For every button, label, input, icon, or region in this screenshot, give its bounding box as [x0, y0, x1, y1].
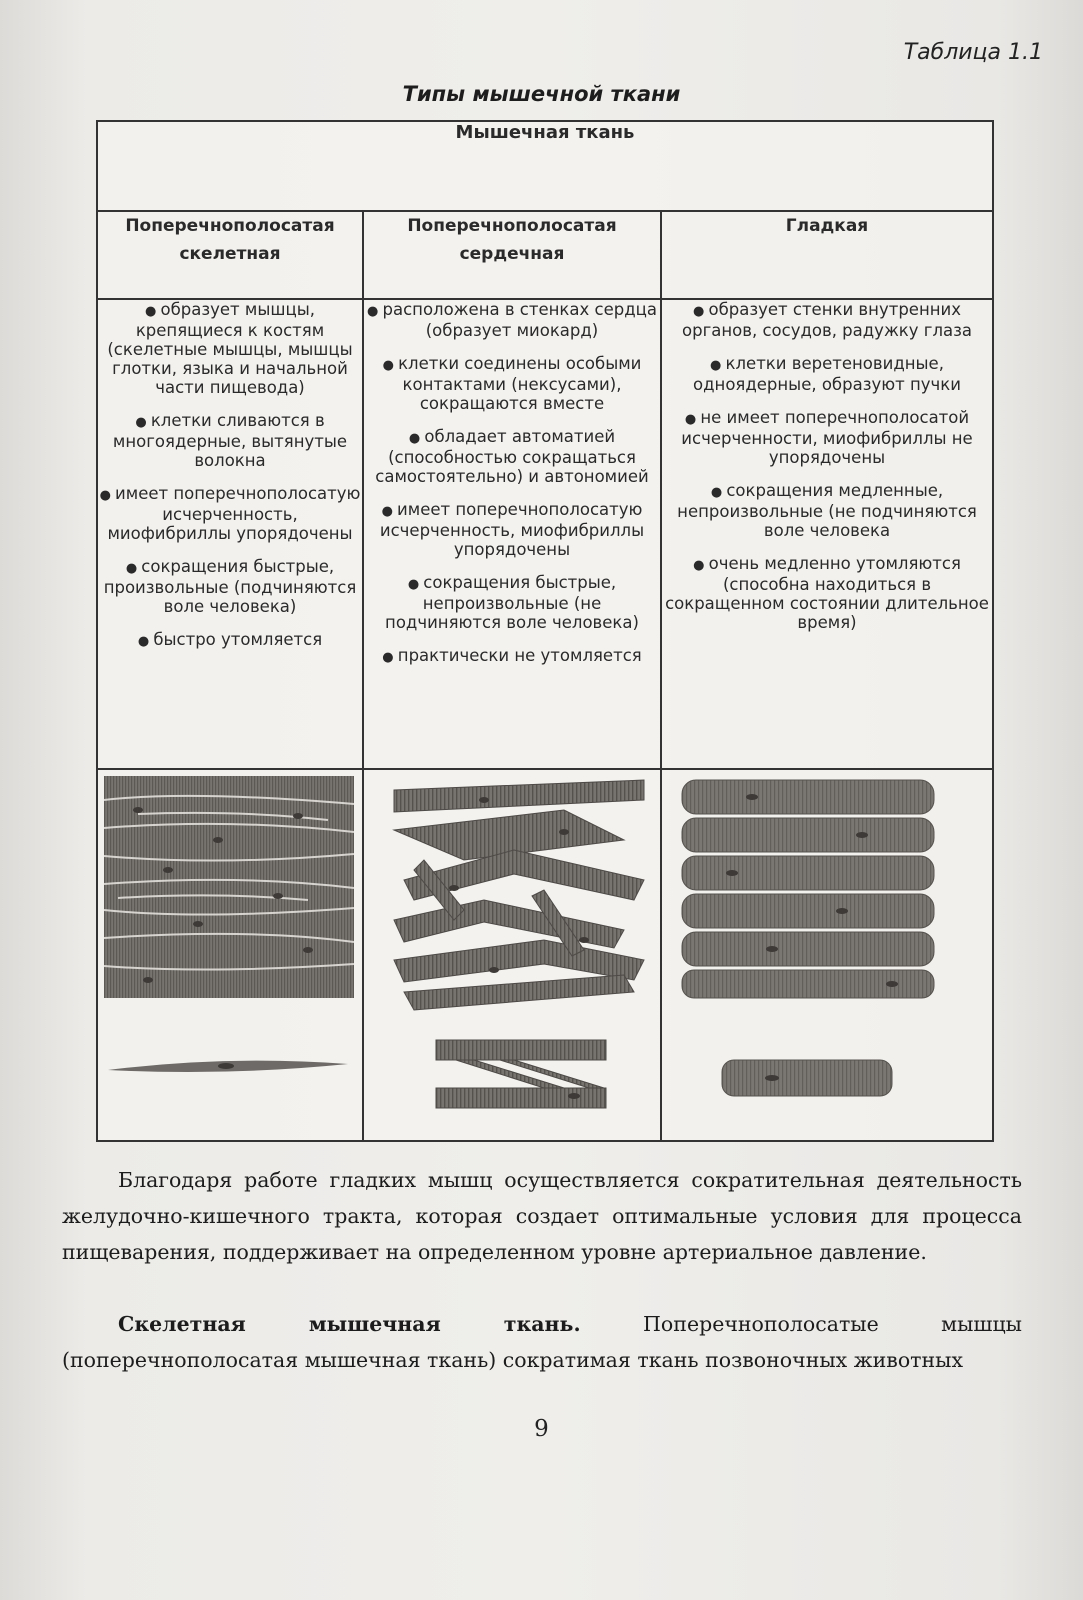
skeletal-muscle-illustration — [98, 770, 360, 1136]
list-item: ● сокращения быстрые, произвольные (подчиняются воле человека) — [98, 557, 362, 616]
table-main-header: Мышечная ткань — [97, 121, 993, 211]
skeletal-image-cell — [97, 769, 363, 1141]
list-item: ● расположена в стенках сердца (образует миокард) — [364, 300, 660, 340]
column-header-smooth: Гладкая — [661, 211, 993, 299]
skeletal-properties-list — [98, 300, 362, 651]
muscle-types-table — [96, 120, 994, 1142]
list-item: ● клетки соединены особыми контактами (нексусами), сокращаются вместе — [364, 354, 660, 413]
smooth-properties-list — [662, 300, 992, 632]
body-paragraph-1: Благодаря работе гладких мышц осуществляется сократительная деятельность желудочно-кишечного тракта, которая создает оптимальные условия для процесса пищеварения, поддерживает на определенном уровне артериальное давление. — [62, 1168, 1022, 1264]
skeletal-properties-cell — [97, 299, 363, 769]
smooth-muscle-illustration — [662, 770, 990, 1136]
list-item: ● практически не утомляется — [364, 646, 660, 667]
list-item: ● образует стенки внутренних органов, сосудов, радужку глаза — [662, 300, 992, 340]
list-item: ● быстро утомляется — [98, 630, 362, 651]
list-item: ● имеет поперечнополосатую исчерченность, миофибриллы упорядочены — [364, 500, 660, 559]
list-item: ● имеет поперечнополосатую исчерченность, миофибриллы упорядочены — [98, 484, 362, 543]
paragraph-lead-bold: Скелетная мышечная ткань. — [118, 1312, 581, 1336]
list-item: ● образует мышцы, крепящиеся к костям (скелетные мышцы, мышцы глотки, языка и начальной части пищевода) — [98, 300, 362, 397]
cardiac-muscle-illustration — [364, 770, 658, 1136]
list-item: ● клетки сливаются в многоядерные, вытянутые волокна — [98, 411, 362, 470]
paragraph-rest: Поперечнополосатые мышцы (поперечнополосатая мышечная ткань) сократимая ткань позвоночных животных — [62, 1312, 1022, 1372]
cardiac-image-cell — [363, 769, 661, 1141]
list-item: ● клетки веретеновидные, одноядерные, образуют пучки — [662, 354, 992, 394]
table-number-label: Таблица 1.1 — [903, 40, 1043, 65]
table-title: Типы мышечной ткани — [402, 82, 681, 106]
cardiac-properties-cell — [363, 299, 661, 769]
column-header-skeletal: Поперечнополосатая скелетная — [97, 211, 363, 299]
list-item: ● сокращения медленные, непроизвольные (не подчиняются воле человека — [662, 481, 992, 540]
list-item: ● не имеет поперечнополосатой исчерченности, миофибриллы не упорядочены — [662, 408, 992, 467]
list-item: ● обладает автоматией (способностью сокращаться самостоятельно) и автономией — [364, 427, 660, 486]
list-item: ● сокращения быстрые, непроизвольные (не подчиняются воле человека) — [364, 573, 660, 632]
smooth-properties-cell — [661, 299, 993, 769]
list-item: ● очень медленно утомляются (способна находиться в сокращенном состоянии длительное время) — [662, 554, 992, 632]
body-paragraph-2 — [62, 1306, 1022, 1378]
cardiac-properties-list — [364, 300, 660, 667]
smooth-image-cell — [661, 769, 993, 1141]
column-header-cardiac: Поперечнополосатая сердечная — [363, 211, 661, 299]
page-number: 9 — [534, 1416, 549, 1442]
